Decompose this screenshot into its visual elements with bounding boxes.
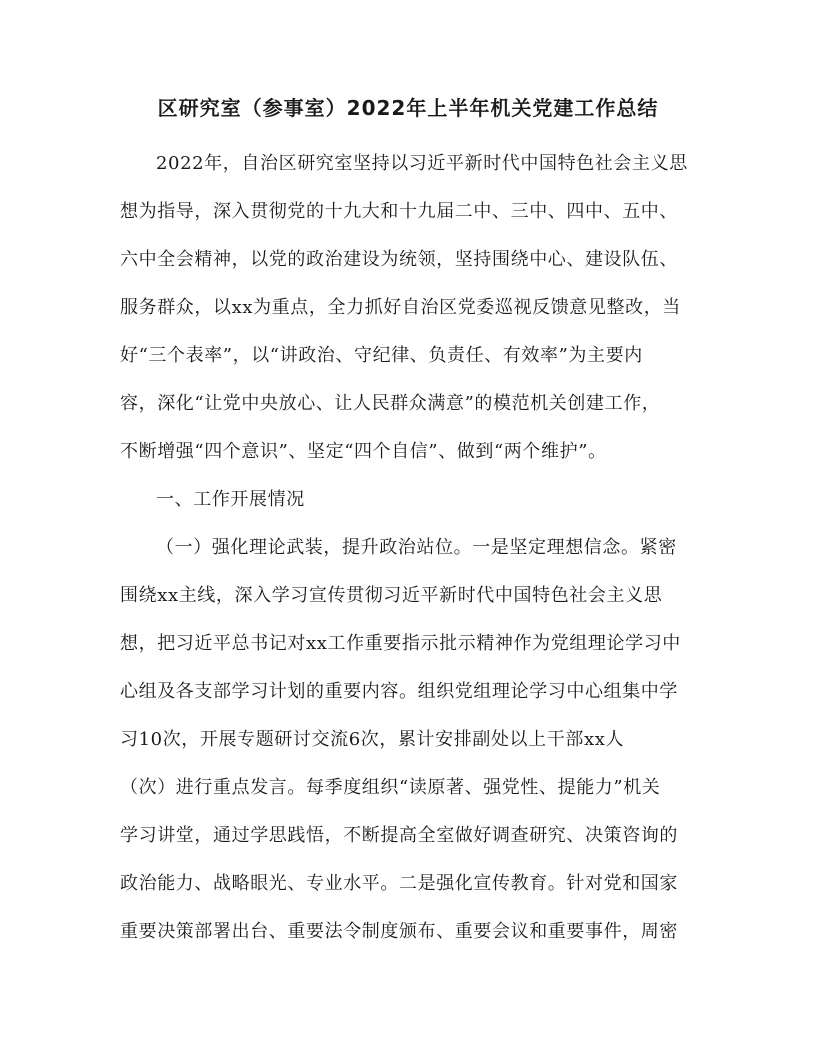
paragraph-line: 围绕xx主线，深入学习宣传贯彻习近平新时代中国特色社会主义思 xyxy=(120,585,663,606)
document-body xyxy=(120,146,700,962)
paragraph-line: 想，把习近平总书记对xx工作重要指示批示精神作为党组理论学习中 xyxy=(120,633,681,654)
paragraph-line: 六中全会精神，以党的政治建设为统领，坚持围绕中心、建设队伍、 xyxy=(120,249,678,270)
section-heading: 一、工作开展情况 xyxy=(156,489,305,510)
paragraph-line: 政治能力、战略眼光、专业水平。二是强化宣传教育。针对党和国家 xyxy=(120,873,678,894)
paragraph-line: 心组及各支部学习计划的重要内容。组织党组理论学习中心组集中学 xyxy=(120,681,678,702)
paragraph-line: 习10次，开展专题研讨交流6次，累计安排副处以上干部xx人 xyxy=(120,729,625,750)
document-title: 区研究室（参事室）2022年上半年机关党建工作总结 xyxy=(157,96,659,120)
paragraph-line: 服务群众，以xx为重点，全力抓好自治区党委巡视反馈意见整改，当 xyxy=(120,297,681,318)
paragraph-line: （一）强化理论武装，提升政治站位。一是坚定理想信念。紧密 xyxy=(156,537,677,558)
paragraph-line: 容，深化“让党中央放心、让人民群众满意”的模范机关创建工作， xyxy=(120,393,661,414)
paragraph-line: 学习讲堂，通过学思践悟，不断提高全室做好调查研究、决策咨询的 xyxy=(120,825,678,846)
paragraph-line: 好“三个表率”，以“讲政治、守纪律、负责任、有效率”为主要内 xyxy=(120,345,643,366)
paragraph-line: 重要决策部署出台、重要法令制度颁布、重要会议和重要事件，周密 xyxy=(120,921,678,942)
paragraph-line: 不断增强“四个意识”、坚定“四个自信”、做到“两个维护”。 xyxy=(120,441,607,462)
paragraph-line: 想为指导，深入贯彻党的十九大和十九届二中、三中、四中、五中、 xyxy=(120,201,678,222)
paragraph-line: 2022年，自治区研究室坚持以习近平新时代中国特色社会主义思 xyxy=(156,153,688,174)
paragraph-line: （次）进行重点发言。每季度组织“读原著、强党性、提能力”机关 xyxy=(120,777,661,798)
